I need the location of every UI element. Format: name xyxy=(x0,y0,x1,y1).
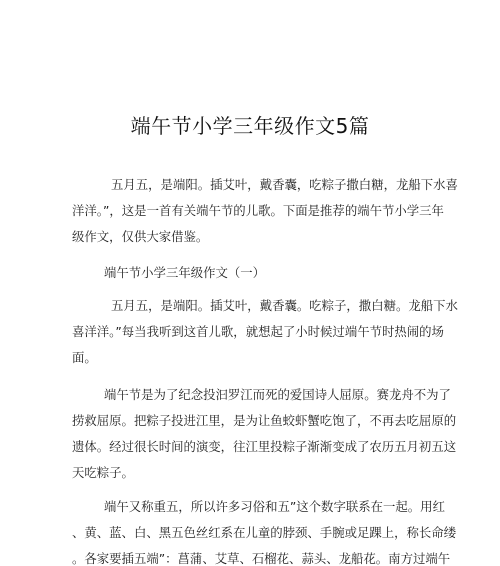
paragraph-line: 五月五，是端阳。插艾叶，戴香囊。吃粽子，撒白糖。龙船下水 xyxy=(111,298,458,313)
paragraph-line: 遗体。经过很长时间的演变，往江里投粽子渐渐变成了农历五月初五这 xyxy=(72,439,457,454)
paragraph-line: 。各家要插五端”：菖蒲、艾草、石榴花、蒜头、龙船花。南方过端午 xyxy=(72,551,451,566)
paragraph-line: 喜洋洋。”每当我听到这首儿歌，就想起了小时候过端午节时热闹的场 xyxy=(72,324,444,339)
section-heading: 端午节小学三年级作文（一） xyxy=(104,265,266,280)
intro-line: 级作文，仅供大家借鉴。 xyxy=(72,229,209,244)
paragraph-line: 、黄、蓝、白、黑五色丝红系在儿童的脖颈、手腕或足踝上，称长命缕 xyxy=(72,525,457,540)
paragraph-line: 捞救屈原。把粽子投进江里，是为让鱼蛟虾蟹吃饱了，不再去吃屈原的 xyxy=(72,413,457,428)
paragraph-line: 天吃粽子。 xyxy=(72,465,134,480)
intro-line: 洋洋。”，这是一首有关端午节的儿歌。下面是推荐的端午节小学三年 xyxy=(72,203,444,218)
paragraph-line: 面。 xyxy=(72,350,97,365)
paragraph-line: 端午节是为了纪念投汩罗江而死的爱国诗人屈原。赛龙舟不为了 xyxy=(104,387,451,402)
intro-line: 五月五，是端阳。插艾叶，戴香囊，吃粽子撒白糖，龙船下水喜 xyxy=(111,177,458,192)
paragraph-line: 端午又称重五，所以许多习俗和五”这个数字联系在一起。用红 xyxy=(104,499,445,514)
document-title: 端午节小学三年级作文5篇 xyxy=(130,114,370,138)
